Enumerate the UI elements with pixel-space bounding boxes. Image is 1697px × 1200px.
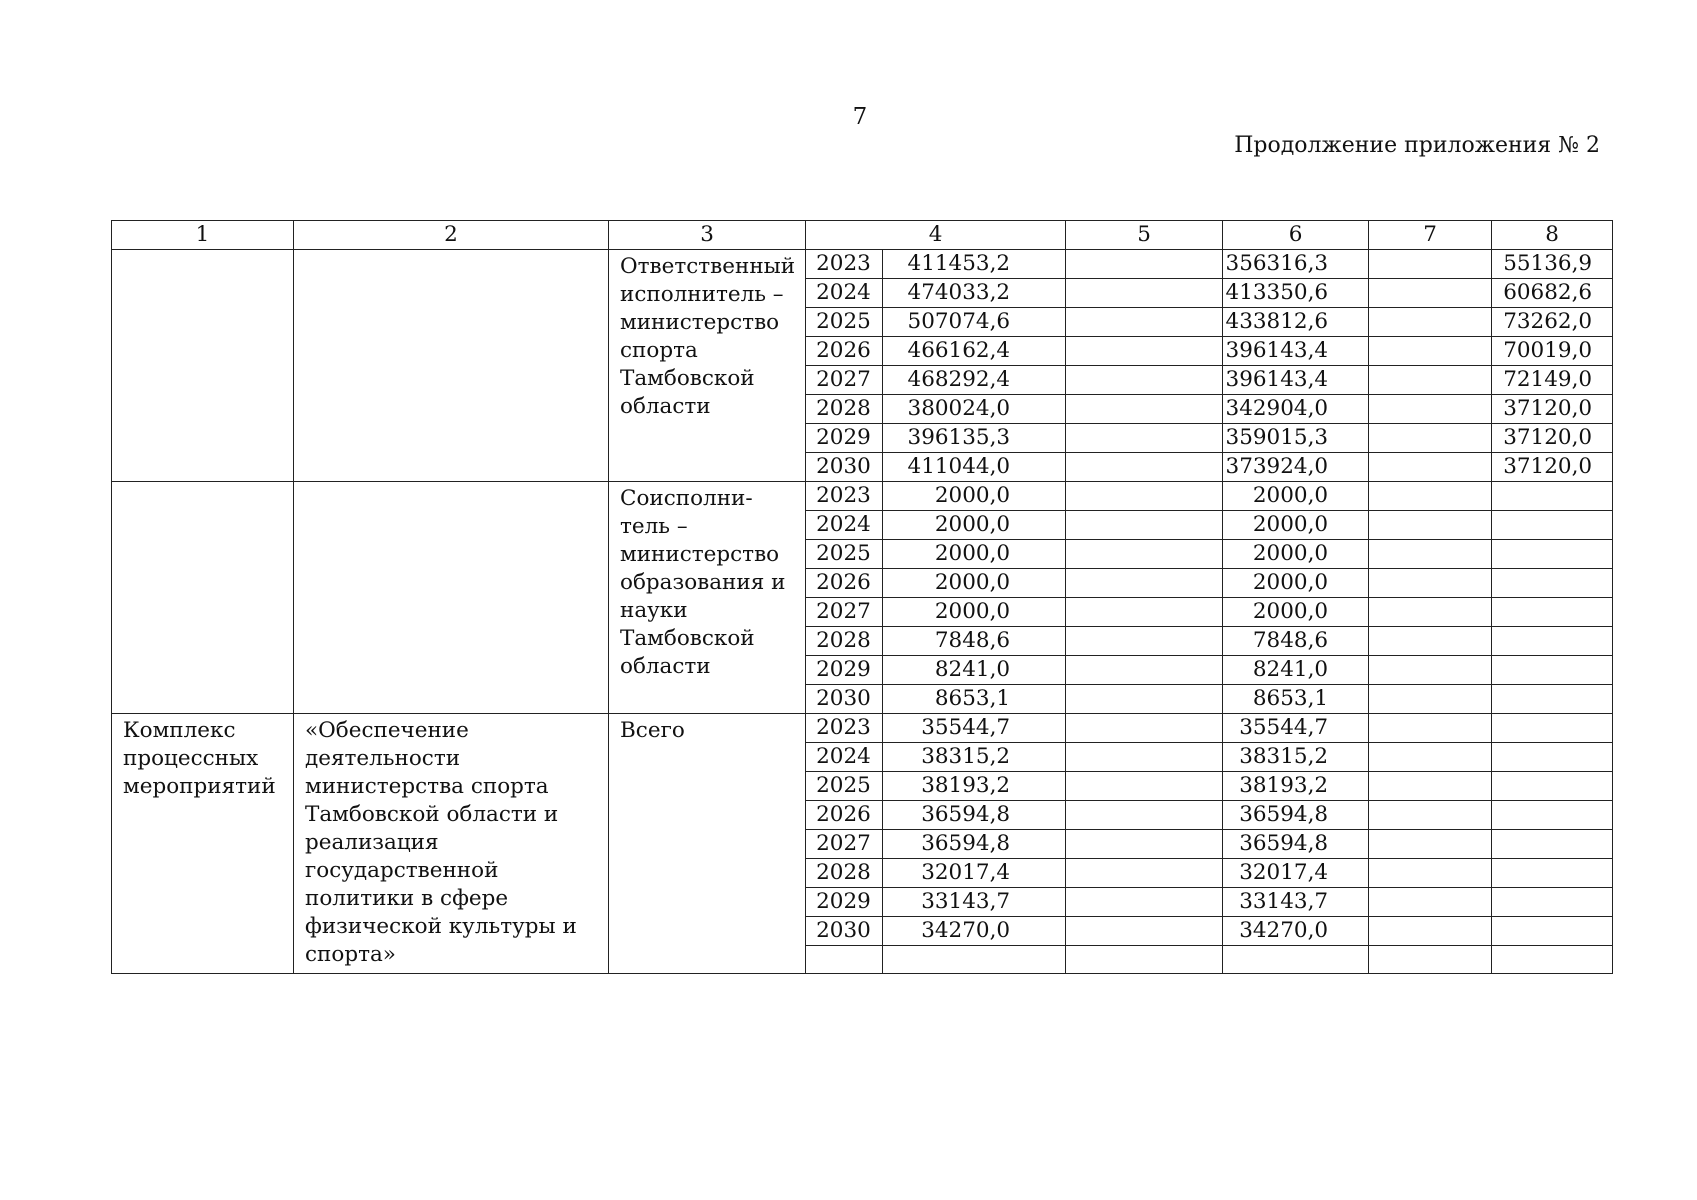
- col7-cell: [1369, 714, 1492, 743]
- col6-cell: 2000,0: [1223, 540, 1369, 569]
- col5-cell: [1066, 772, 1223, 801]
- col8-cell: [1492, 482, 1613, 511]
- total-cell: 8241,0: [883, 656, 1066, 685]
- col6-cell: 433812,6: [1223, 308, 1369, 337]
- col8-cell: 55136,9: [1492, 250, 1613, 279]
- total-cell: 2000,0: [883, 482, 1066, 511]
- col7-cell: [1369, 656, 1492, 685]
- col8-cell: 73262,0: [1492, 308, 1613, 337]
- col7-cell: [1369, 395, 1492, 424]
- empty-cell: [1066, 946, 1223, 974]
- year-cell: 2024: [806, 279, 883, 308]
- executor-cell: Соисполни-тель – министерство образования и науки Тамбовской области: [609, 482, 806, 714]
- col6-cell: 8241,0: [1223, 656, 1369, 685]
- col8-cell: [1492, 801, 1613, 830]
- col8-cell: [1492, 685, 1613, 714]
- empty-cell: [883, 946, 1066, 974]
- col7-cell: [1369, 627, 1492, 656]
- year-cell: 2027: [806, 366, 883, 395]
- col5-cell: [1066, 598, 1223, 627]
- col5-cell: [1066, 250, 1223, 279]
- col6-cell: 33143,7: [1223, 888, 1369, 917]
- col7-cell: [1369, 888, 1492, 917]
- col8-cell: [1492, 830, 1613, 859]
- col7-cell: [1369, 453, 1492, 482]
- total-cell: 2000,0: [883, 598, 1066, 627]
- year-cell: 2030: [806, 453, 883, 482]
- program-name-cell: [294, 250, 609, 482]
- col5-cell: [1066, 424, 1223, 453]
- col6-cell: 356316,3: [1223, 250, 1369, 279]
- budget-table: [111, 220, 1613, 974]
- year-cell: 2026: [806, 337, 883, 366]
- header-col-1: 1: [112, 221, 294, 250]
- year-cell: 2026: [806, 801, 883, 830]
- col7-cell: [1369, 540, 1492, 569]
- total-cell: 35544,7: [883, 714, 1066, 743]
- col8-cell: [1492, 743, 1613, 772]
- program-type-cell: Комплекс процессных мероприятий: [112, 714, 294, 974]
- col5-cell: [1066, 279, 1223, 308]
- total-cell: 38193,2: [883, 772, 1066, 801]
- col8-cell: 37120,0: [1492, 395, 1613, 424]
- year-cell: 2028: [806, 395, 883, 424]
- total-cell: 38315,2: [883, 743, 1066, 772]
- table-row: [112, 250, 1613, 279]
- col5-cell: [1066, 569, 1223, 598]
- year-cell: 2030: [806, 685, 883, 714]
- col5-cell: [1066, 656, 1223, 685]
- col5-cell: [1066, 540, 1223, 569]
- empty-cell: [1223, 946, 1369, 974]
- program-name-cell: [294, 482, 609, 714]
- total-cell: 411044,0: [883, 453, 1066, 482]
- col6-cell: 2000,0: [1223, 569, 1369, 598]
- col6-cell: 413350,6: [1223, 279, 1369, 308]
- year-cell: 2029: [806, 888, 883, 917]
- year-cell: 2023: [806, 250, 883, 279]
- col8-cell: [1492, 540, 1613, 569]
- table-row: [112, 714, 1613, 743]
- appendix-continuation-note: Продолжение приложения № 2: [1234, 133, 1600, 158]
- year-cell: 2023: [806, 482, 883, 511]
- total-cell: 2000,0: [883, 569, 1066, 598]
- col6-cell: 2000,0: [1223, 511, 1369, 540]
- year-cell: 2024: [806, 743, 883, 772]
- col6-cell: 2000,0: [1223, 482, 1369, 511]
- total-cell: 411453,2: [883, 250, 1066, 279]
- year-cell: 2029: [806, 656, 883, 685]
- total-cell: 474033,2: [883, 279, 1066, 308]
- year-cell: 2027: [806, 830, 883, 859]
- col6-cell: 342904,0: [1223, 395, 1369, 424]
- year-cell: 2027: [806, 598, 883, 627]
- col7-cell: [1369, 801, 1492, 830]
- program-type-cell: [112, 482, 294, 714]
- col5-cell: [1066, 395, 1223, 424]
- executor-cell: Всего: [609, 714, 806, 974]
- col5-cell: [1066, 859, 1223, 888]
- table-body: [112, 221, 1613, 974]
- year-cell: 2028: [806, 627, 883, 656]
- col7-cell: [1369, 279, 1492, 308]
- col8-cell: [1492, 917, 1613, 946]
- total-cell: 2000,0: [883, 511, 1066, 540]
- col7-cell: [1369, 743, 1492, 772]
- col6-cell: 38315,2: [1223, 743, 1369, 772]
- col7-cell: [1369, 859, 1492, 888]
- col8-cell: [1492, 714, 1613, 743]
- total-cell: 507074,6: [883, 308, 1066, 337]
- col8-cell: [1492, 627, 1613, 656]
- col5-cell: [1066, 627, 1223, 656]
- col7-cell: [1369, 250, 1492, 279]
- year-cell: 2025: [806, 772, 883, 801]
- col8-cell: [1492, 859, 1613, 888]
- col5-cell: [1066, 366, 1223, 395]
- year-cell: 2026: [806, 569, 883, 598]
- empty-cell: [1369, 946, 1492, 974]
- total-cell: 32017,4: [883, 859, 1066, 888]
- total-cell: 396135,3: [883, 424, 1066, 453]
- col6-cell: 359015,3: [1223, 424, 1369, 453]
- total-cell: 7848,6: [883, 627, 1066, 656]
- year-cell: 2028: [806, 859, 883, 888]
- header-col-3: 3: [609, 221, 806, 250]
- header-col-2: 2: [294, 221, 609, 250]
- col7-cell: [1369, 772, 1492, 801]
- col8-cell: 70019,0: [1492, 337, 1613, 366]
- col6-cell: 35544,7: [1223, 714, 1369, 743]
- header-col-4: 4: [806, 221, 1066, 250]
- header-row: [112, 221, 1613, 250]
- header-col-8: 8: [1492, 221, 1613, 250]
- header-col-7: 7: [1369, 221, 1492, 250]
- col5-cell: [1066, 888, 1223, 917]
- col7-cell: [1369, 598, 1492, 627]
- year-cell: 2025: [806, 540, 883, 569]
- total-cell: 466162,4: [883, 337, 1066, 366]
- col5-cell: [1066, 685, 1223, 714]
- total-cell: 33143,7: [883, 888, 1066, 917]
- col5-cell: [1066, 714, 1223, 743]
- col5-cell: [1066, 511, 1223, 540]
- empty-cell: [806, 946, 883, 974]
- col6-cell: 7848,6: [1223, 627, 1369, 656]
- year-cell: 2023: [806, 714, 883, 743]
- col5-cell: [1066, 337, 1223, 366]
- total-cell: 34270,0: [883, 917, 1066, 946]
- year-cell: 2030: [806, 917, 883, 946]
- col7-cell: [1369, 366, 1492, 395]
- col5-cell: [1066, 830, 1223, 859]
- total-cell: 36594,8: [883, 830, 1066, 859]
- col8-cell: 37120,0: [1492, 453, 1613, 482]
- empty-cell: [1492, 946, 1613, 974]
- total-cell: 8653,1: [883, 685, 1066, 714]
- col8-cell: [1492, 656, 1613, 685]
- col6-cell: 38193,2: [1223, 772, 1369, 801]
- col6-cell: 36594,8: [1223, 801, 1369, 830]
- header-col-5: 5: [1066, 221, 1223, 250]
- total-cell: 36594,8: [883, 801, 1066, 830]
- col8-cell: [1492, 772, 1613, 801]
- col7-cell: [1369, 830, 1492, 859]
- table-row: [112, 482, 1613, 511]
- year-cell: 2029: [806, 424, 883, 453]
- total-cell: 468292,4: [883, 366, 1066, 395]
- col5-cell: [1066, 917, 1223, 946]
- col7-cell: [1369, 308, 1492, 337]
- col6-cell: 396143,4: [1223, 366, 1369, 395]
- col5-cell: [1066, 453, 1223, 482]
- year-cell: 2025: [806, 308, 883, 337]
- col7-cell: [1369, 569, 1492, 598]
- col6-cell: 34270,0: [1223, 917, 1369, 946]
- total-cell: 2000,0: [883, 540, 1066, 569]
- col8-cell: [1492, 888, 1613, 917]
- col5-cell: [1066, 308, 1223, 337]
- col5-cell: [1066, 801, 1223, 830]
- executor-cell: Ответственный исполнитель – министерство спорта Тамбовской области: [609, 250, 806, 482]
- header-col-6: 6: [1223, 221, 1369, 250]
- col8-cell: [1492, 598, 1613, 627]
- col8-cell: 72149,0: [1492, 366, 1613, 395]
- col6-cell: 32017,4: [1223, 859, 1369, 888]
- page-number: 7: [852, 104, 868, 130]
- col6-cell: 396143,4: [1223, 337, 1369, 366]
- program-name-cell: «Обеспечение деятельности министерства спорта Тамбовской области и реализация государственной политики в сфере физической культуры и спорта»: [294, 714, 609, 974]
- col6-cell: 2000,0: [1223, 598, 1369, 627]
- col8-cell: 60682,6: [1492, 279, 1613, 308]
- col5-cell: [1066, 743, 1223, 772]
- program-type-cell: [112, 250, 294, 482]
- col5-cell: [1066, 482, 1223, 511]
- col7-cell: [1369, 917, 1492, 946]
- col7-cell: [1369, 482, 1492, 511]
- col7-cell: [1369, 685, 1492, 714]
- col6-cell: 36594,8: [1223, 830, 1369, 859]
- total-cell: 380024,0: [883, 395, 1066, 424]
- col7-cell: [1369, 424, 1492, 453]
- col7-cell: [1369, 337, 1492, 366]
- col8-cell: [1492, 511, 1613, 540]
- col8-cell: 37120,0: [1492, 424, 1613, 453]
- col7-cell: [1369, 511, 1492, 540]
- col6-cell: 8653,1: [1223, 685, 1369, 714]
- col6-cell: 373924,0: [1223, 453, 1369, 482]
- year-cell: 2024: [806, 511, 883, 540]
- col8-cell: [1492, 569, 1613, 598]
